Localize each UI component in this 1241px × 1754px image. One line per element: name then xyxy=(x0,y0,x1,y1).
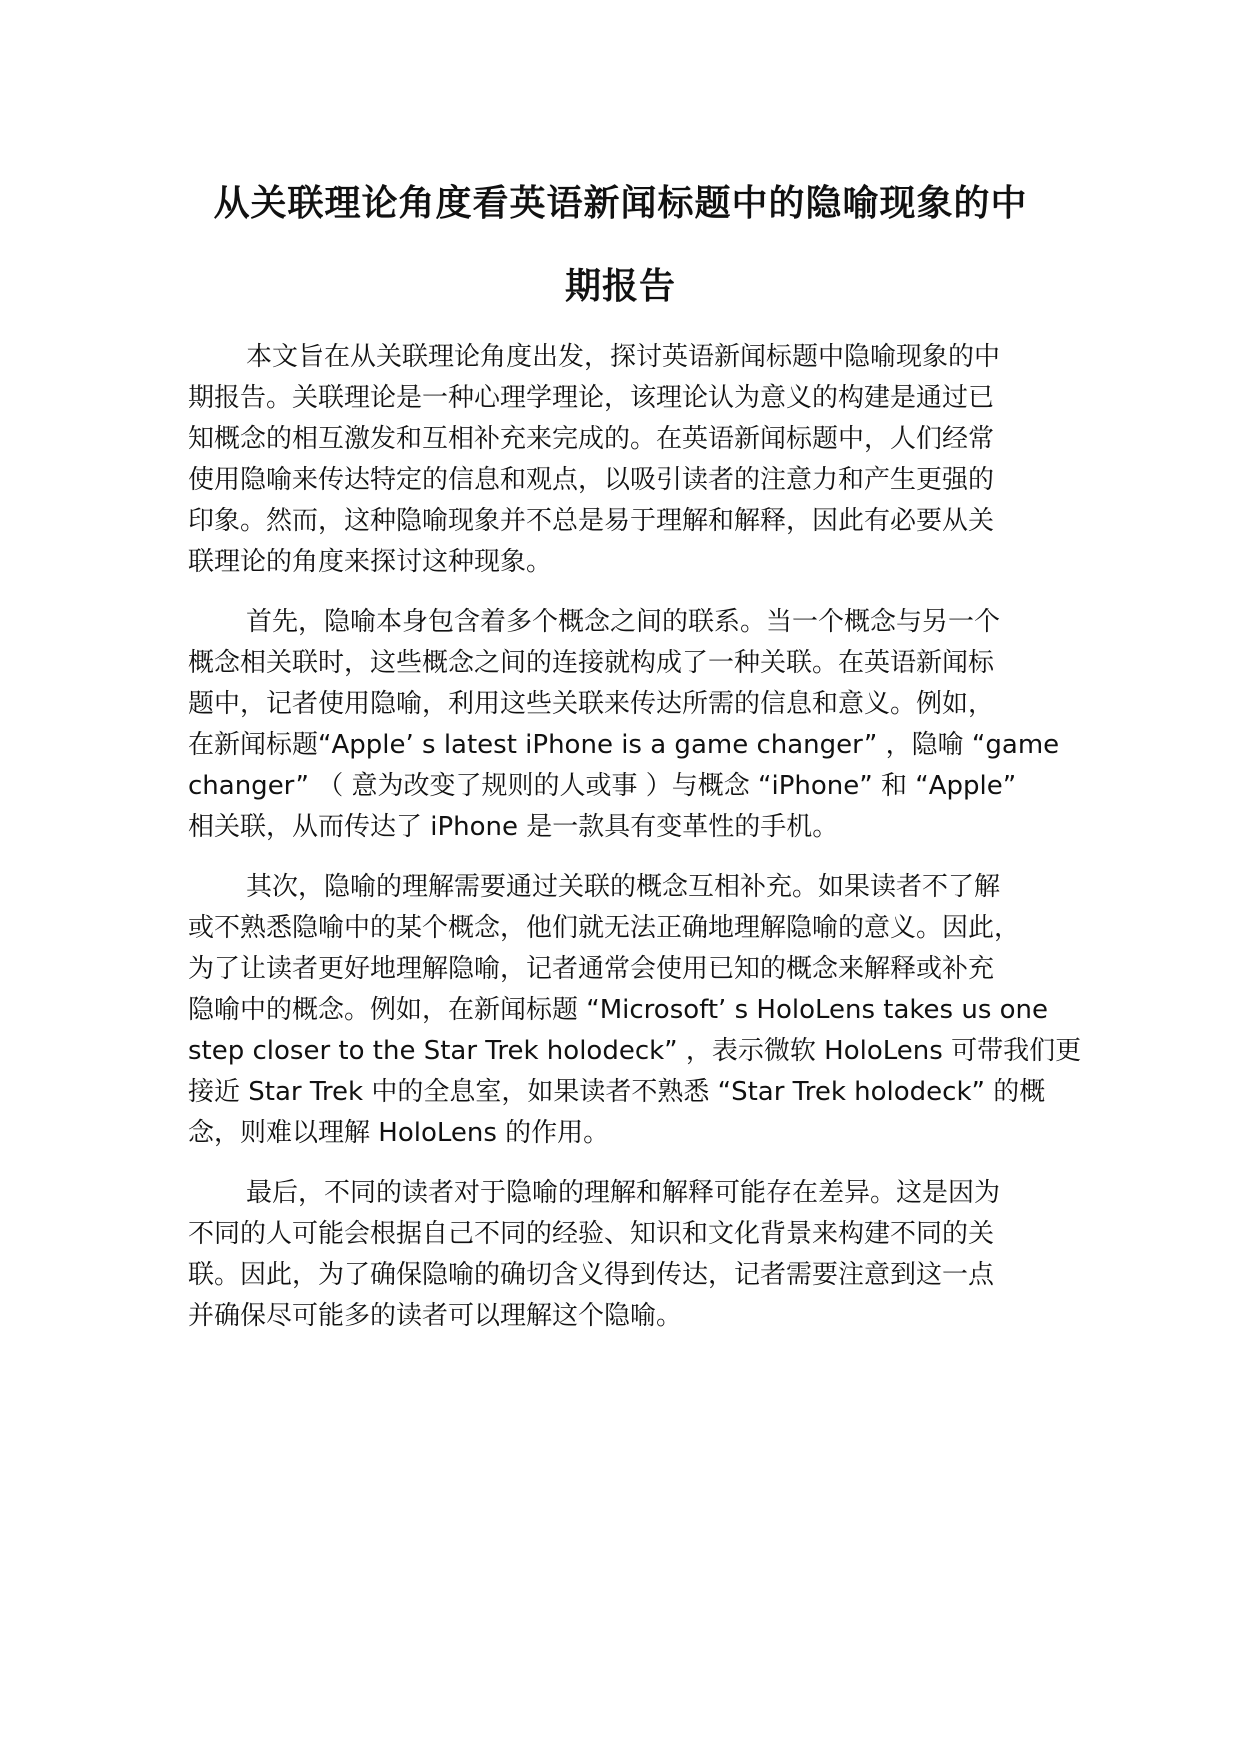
paragraph-line: 不同的人可能会根据自己不同的经验、知识和文化背景来构建不同的关 xyxy=(188,1219,995,1249)
paragraph-line: 首先，隐喻本身包含着多个概念之间的联系。当一个概念与另一个 xyxy=(246,607,1001,637)
paragraph-line: 并确保尽可能多的读者可以理解这个隐喻。 xyxy=(188,1301,683,1331)
paragraph-line: 知概念的相互激发和互相补充来完成的。在英语新闻标题中，人们经常 xyxy=(188,424,995,454)
paragraph-line: 其次，隐喻的理解需要通过关联的概念互相补充。如果读者不了解 xyxy=(246,872,1001,902)
paragraph-line: 期报告。关联理论是一种心理学理论，该理论认为意义的构建是通过已 xyxy=(188,383,995,413)
paragraph-line: 念，则难以理解 HoloLens 的作用。 xyxy=(188,1118,610,1148)
paragraph-line: 使用隐喻来传达特定的信息和观点，以吸引读者的注意力和产生更强的 xyxy=(188,465,995,495)
paragraph-line: 相关联，从而传达了 iPhone 是一款具有变革性的手机。 xyxy=(188,812,839,842)
paragraph-line: 联理论的角度来探讨这种现象。 xyxy=(188,547,553,577)
paragraph-line: 概念相关联时，这些概念之间的连接就构成了一种关联。在英语新闻标 xyxy=(188,648,995,678)
paragraph-line: 本文旨在从关联理论角度出发，探讨英语新闻标题中隐喻现象的中 xyxy=(246,342,1001,372)
document-title-line-1: 从关联理论角度看英语新闻标题中的隐喻现象的中 xyxy=(213,183,1028,224)
paragraph-line: 联。因此，为了确保隐喻的确切含义得到传达，记者需要注意到这一点 xyxy=(188,1260,995,1290)
paragraph-line: changer” （ 意为改变了规则的人或事 ）与概念 “iPhone” 和 “Apple” xyxy=(188,771,1017,801)
paragraph-line: 最后，不同的读者对于隐喻的理解和解释可能存在差异。这是因为 xyxy=(246,1178,1001,1208)
document-title-line-2: 期报告 xyxy=(564,266,676,307)
paragraph-line: 隐喻中的概念。例如，在新闻标题 “Microsoft’ s HoloLens takes us one xyxy=(188,995,1049,1025)
paragraph-line: 接近 Star Trek 中的全息室，如果读者不熟悉 “Star Trek holodeck” 的概 xyxy=(188,1077,1046,1107)
paragraph-line: 在新闻标题“Apple’ s latest iPhone is a game changer” ，隐喻 “game xyxy=(188,730,1060,760)
paragraph-line: 题中，记者使用隐喻，利用这些关联来传达所需的信息和意义。例如， xyxy=(188,689,995,719)
paragraph-line: 为了让读者更好地理解隐喻，记者通常会使用已知的概念来解释或补充 xyxy=(188,954,995,984)
paragraph-line: 印象。然而，这种隐喻现象并不总是易于理解和解释，因此有必要从关 xyxy=(188,506,995,536)
paragraph-line: step closer to the Star Trek holodeck” ，表示微软 HoloLens 可带我们更 xyxy=(188,1036,1082,1066)
paragraph-line: 或不熟悉隐喻中的某个概念，他们就无法正确地理解隐喻的意义。因此， xyxy=(188,913,1021,943)
